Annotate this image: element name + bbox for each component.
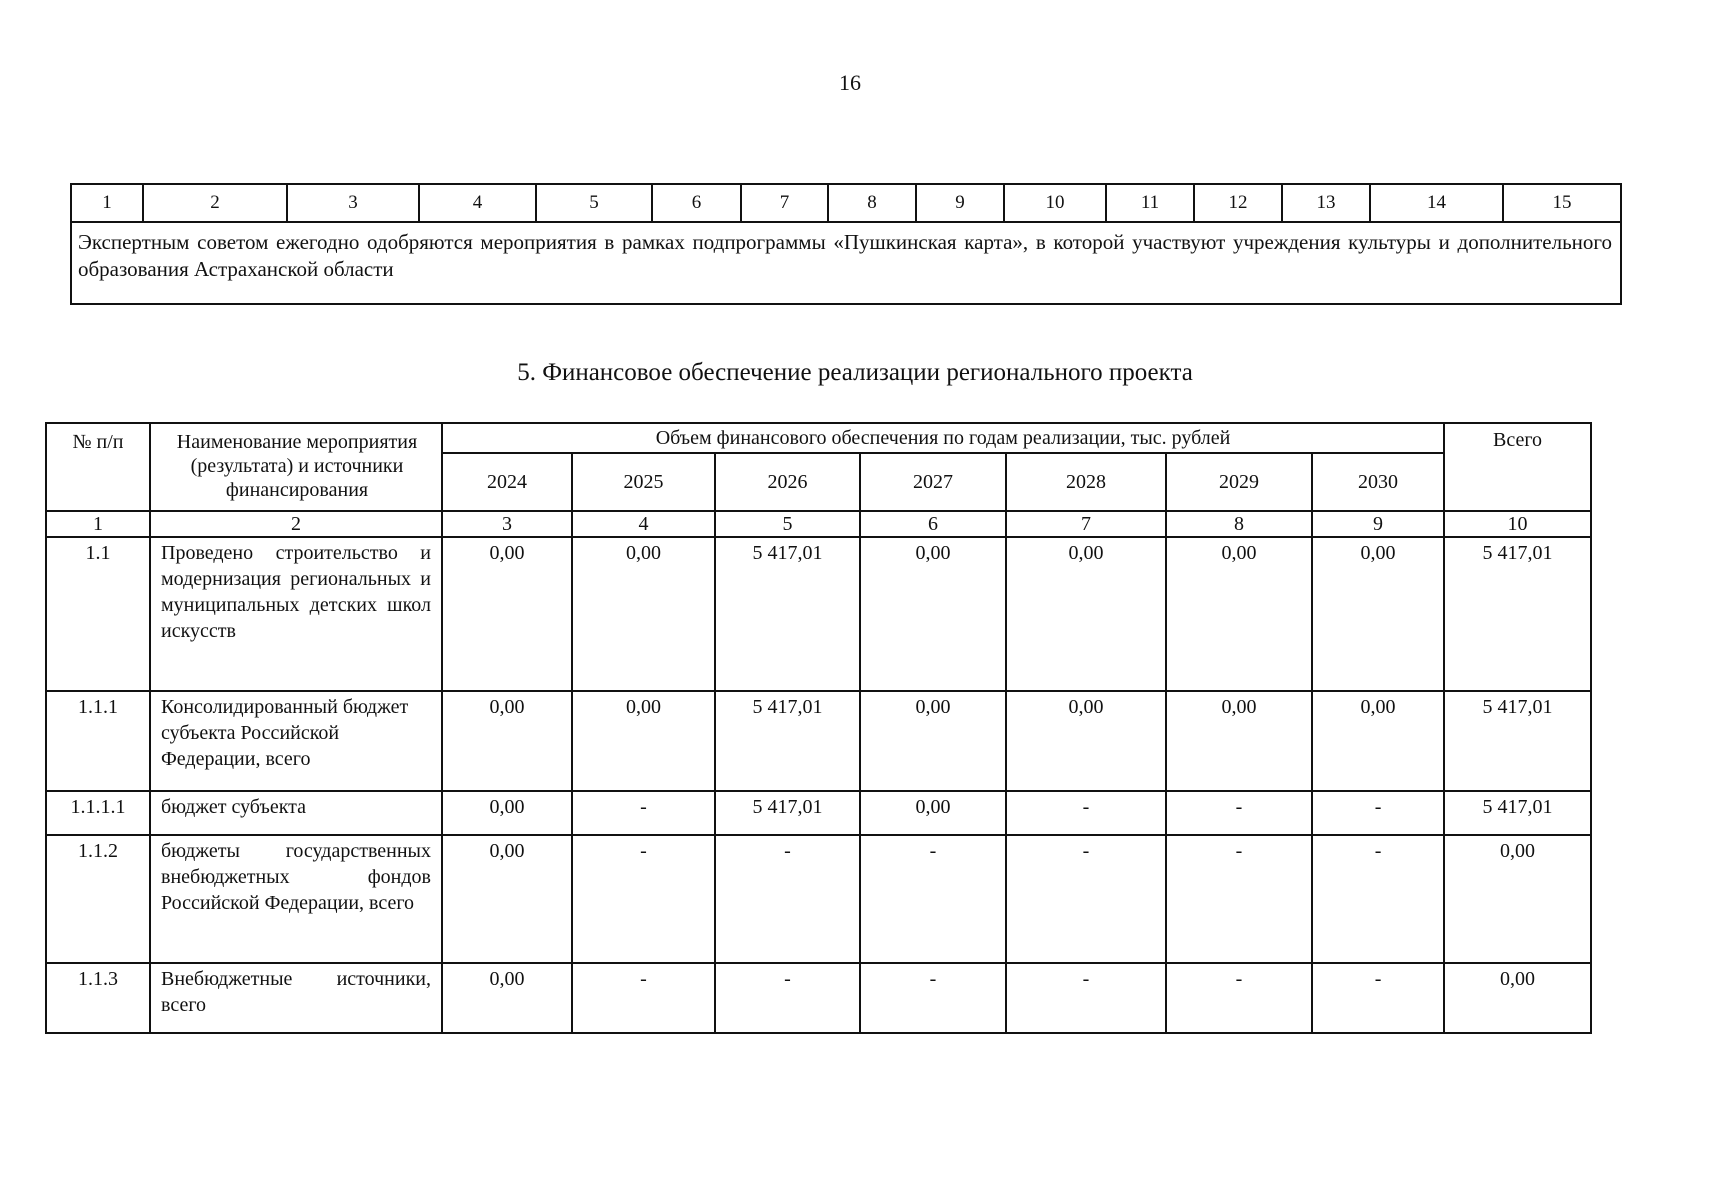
column-number-cell: 5: [715, 511, 860, 537]
value-cell: -: [860, 963, 1006, 1033]
column-number-cell: 3: [442, 511, 572, 537]
table-row: [46, 791, 1591, 835]
header-volume-group: Объем финансового обеспечения по годам реализации, тыс. рублей: [442, 423, 1444, 453]
column-number-cell: 1: [46, 511, 150, 537]
value-cell: -: [572, 963, 715, 1033]
row-number: 1.1.2: [46, 835, 150, 963]
value-cell: 0,00: [442, 691, 572, 791]
financing-table: [45, 422, 1592, 1034]
value-cell: -: [572, 835, 715, 963]
value-cell: -: [1166, 791, 1312, 835]
value-cell: -: [715, 835, 860, 963]
value-cell: 0,00: [442, 835, 572, 963]
value-cell: -: [1312, 963, 1444, 1033]
column-number-cell: 14: [1370, 184, 1503, 222]
column-number-cell: 11: [1106, 184, 1194, 222]
row-number: 1.1.1.1: [46, 791, 150, 835]
value-cell: -: [572, 791, 715, 835]
value-cell: 5 417,01: [715, 537, 860, 691]
header-year: 2030: [1312, 453, 1444, 511]
column-number-row: [46, 511, 1591, 537]
header-row: [46, 423, 1591, 453]
value-cell: -: [1006, 963, 1166, 1033]
value-cell: -: [715, 963, 860, 1033]
value-cell: -: [1312, 835, 1444, 963]
value-cell: -: [1006, 791, 1166, 835]
column-number-cell: 9: [916, 184, 1004, 222]
column-number-cell: 8: [828, 184, 916, 222]
column-number-cell: 2: [150, 511, 442, 537]
column-number-cell: 10: [1444, 511, 1591, 537]
value-cell: 0,00: [442, 963, 572, 1033]
note-row: [71, 222, 1621, 304]
row-number: 1.1.1: [46, 691, 150, 791]
column-number-cell: 5: [536, 184, 652, 222]
table-row: [46, 963, 1591, 1033]
row-number: 1.1: [46, 537, 150, 691]
column-number-cell: 8: [1166, 511, 1312, 537]
row-name: бюджеты государственных внебюджетных фондов Российской Федерации, всего: [150, 835, 442, 963]
column-number-cell: 4: [419, 184, 536, 222]
header-year: 2026: [715, 453, 860, 511]
value-cell: 0,00: [572, 537, 715, 691]
value-cell: -: [860, 835, 1006, 963]
total-cell: 0,00: [1444, 963, 1591, 1033]
table-row: [46, 537, 1591, 691]
value-cell: 0,00: [1166, 537, 1312, 691]
column-number-cell: 13: [1282, 184, 1370, 222]
header-number: № п/п: [46, 423, 150, 511]
value-cell: 5 417,01: [715, 691, 860, 791]
row-name: Консолидированный бюджет субъекта Российской Федерации, всего: [150, 691, 442, 791]
column-number-cell: 3: [287, 184, 419, 222]
column-number-cell: 6: [860, 511, 1006, 537]
value-cell: 0,00: [1312, 691, 1444, 791]
column-number-cell: 1: [71, 184, 143, 222]
column-number-cell: 10: [1004, 184, 1106, 222]
value-cell: -: [1312, 791, 1444, 835]
value-cell: -: [1166, 963, 1312, 1033]
value-cell: 0,00: [1166, 691, 1312, 791]
column-number-cell: 15: [1503, 184, 1621, 222]
column-number-cell: 6: [652, 184, 741, 222]
value-cell: -: [1166, 835, 1312, 963]
continuation-table: [70, 183, 1622, 305]
value-cell: 0,00: [860, 791, 1006, 835]
value-cell: 0,00: [860, 691, 1006, 791]
section-title: 5. Финансовое обеспечение реализации регионального проекта: [517, 359, 1193, 386]
header-year: 2025: [572, 453, 715, 511]
value-cell: 0,00: [1006, 537, 1166, 691]
table-row: [46, 691, 1591, 791]
header-year: 2027: [860, 453, 1006, 511]
total-cell: 0,00: [1444, 835, 1591, 963]
column-number-cell: 4: [572, 511, 715, 537]
total-cell: 5 417,01: [1444, 691, 1591, 791]
total-cell: 5 417,01: [1444, 791, 1591, 835]
row-name: Проведено строительство и модернизация региональных и муниципальных детских школ искусств: [150, 537, 442, 691]
header-year: 2028: [1006, 453, 1166, 511]
header-year: 2029: [1166, 453, 1312, 511]
column-number-cell: 2: [143, 184, 287, 222]
page-number: 16: [839, 70, 861, 95]
value-cell: 0,00: [1312, 537, 1444, 691]
row-name: бюджет субъекта: [150, 791, 442, 835]
value-cell: 0,00: [572, 691, 715, 791]
header-total: Всего: [1444, 423, 1591, 511]
header-year: 2024: [442, 453, 572, 511]
row-number: 1.1.3: [46, 963, 150, 1033]
value-cell: 0,00: [1006, 691, 1166, 791]
row-name: Внебюджетные источники, всего: [150, 963, 442, 1033]
column-number-cell: 7: [1006, 511, 1166, 537]
value-cell: 0,00: [442, 791, 572, 835]
note-text: Экспертным советом ежегодно одобряются мероприятия в рамках подпрограммы «Пушкинская карта», в которой участвуют учреждения культуры и дополнительного образования Астраханской области: [71, 222, 1621, 304]
value-cell: 0,00: [442, 537, 572, 691]
column-number-row: [71, 184, 1621, 222]
column-number-cell: 7: [741, 184, 828, 222]
column-number-cell: 12: [1194, 184, 1282, 222]
column-number-cell: 9: [1312, 511, 1444, 537]
total-cell: 5 417,01: [1444, 537, 1591, 691]
value-cell: -: [1006, 835, 1166, 963]
header-name: Наименование мероприятия (результата) и источники финансирования: [150, 423, 442, 511]
value-cell: 5 417,01: [715, 791, 860, 835]
table-row: [46, 835, 1591, 963]
value-cell: 0,00: [860, 537, 1006, 691]
